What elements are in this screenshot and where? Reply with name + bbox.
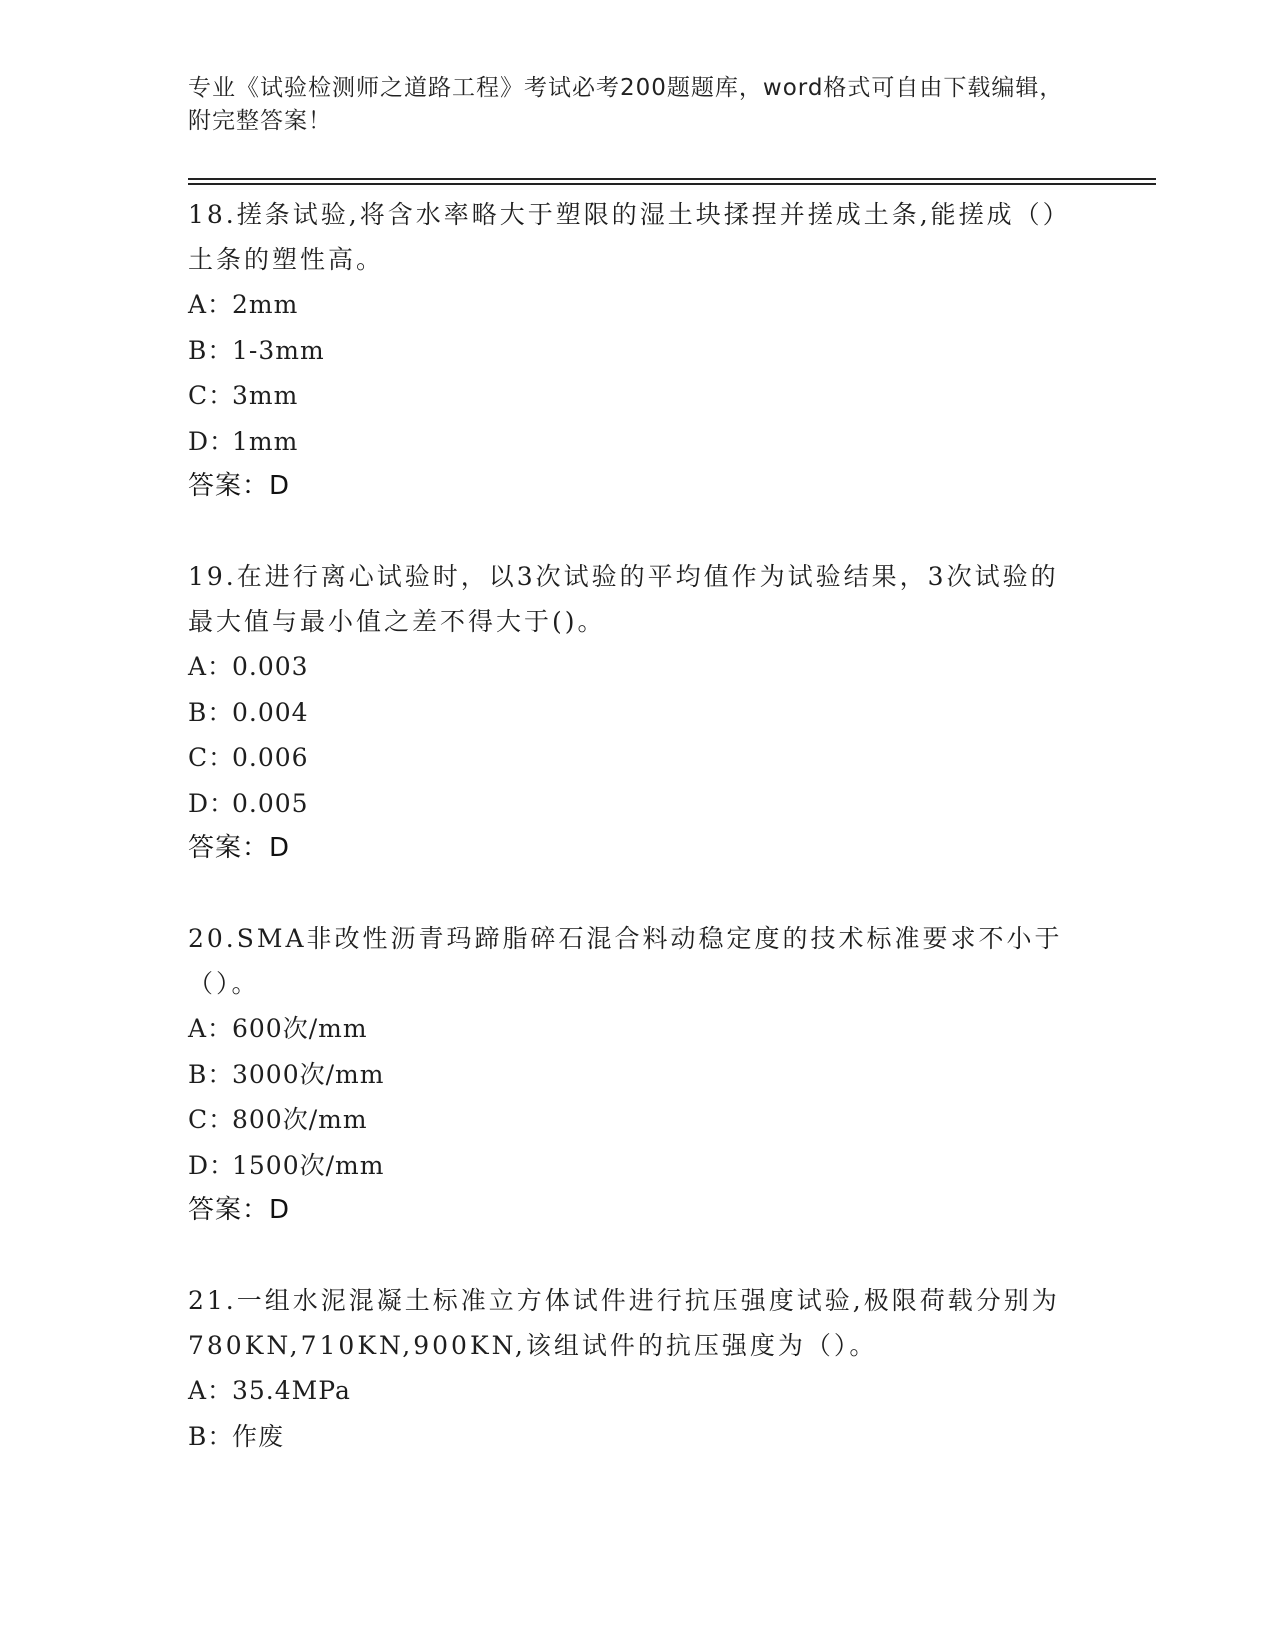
option-letter: B： [188, 1421, 234, 1451]
question-stem: 21.一组水泥混凝土标准立方体试件进行抗压强度试验,极限荷载分别为780KN,710KN,900KN,该组试件的抗压强度为（）。 [188, 1286, 1060, 1360]
option-text: 0.004 [232, 697, 309, 727]
option-b [188, 690, 1068, 736]
option-a [188, 1368, 1068, 1414]
option-a [188, 282, 1068, 328]
option-b [188, 1052, 1068, 1098]
option-text: 2mm [232, 290, 299, 319]
option-text: 3000次/mm [232, 1059, 385, 1089]
question-stem: 20.SMA非改性沥青玛蹄脂碎石混合料动稳定度的技术标准要求不小于（）。 [188, 924, 1063, 998]
option-letter: D： [188, 426, 236, 456]
question-18 [188, 192, 1068, 508]
option-letter: C： [188, 743, 235, 772]
option-letter: A： [188, 1376, 234, 1405]
option-text: 1mm [232, 426, 299, 456]
answer-line: 答案：D [188, 471, 291, 501]
header-rule-bottom [188, 183, 1156, 185]
option-a [188, 1006, 1068, 1052]
option-letter: A： [188, 290, 234, 319]
option-c [188, 373, 1068, 419]
option-d [188, 1143, 1068, 1189]
question-stem: 18.搓条试验,将含水率略大于塑限的湿土块揉捏并搓成土条,能搓成（）土条的塑性高。 [188, 200, 1059, 274]
question-19 [188, 554, 1068, 870]
question-20 [188, 916, 1068, 1232]
option-text: 0.005 [232, 788, 309, 818]
option-c [188, 735, 1068, 781]
option-letter: A： [188, 1014, 234, 1043]
option-text: 3mm [232, 381, 299, 410]
option-letter: B： [188, 1059, 234, 1089]
question-21 [188, 1278, 1068, 1459]
option-text: 35.4MPa [232, 1376, 351, 1405]
option-c [188, 1097, 1068, 1143]
option-text: 1-3mm [232, 335, 325, 365]
option-text: 1500次/mm [232, 1150, 385, 1180]
option-letter: C： [188, 1105, 235, 1134]
option-letter: D： [188, 788, 236, 818]
header-rule-top [188, 178, 1156, 180]
option-letter: C： [188, 381, 235, 410]
option-a [188, 644, 1068, 690]
question-stem: 19.在进行离心试验时，以3次试验的平均值作为试验结果，3次试验的最大值与最小值之差不得大于()。 [188, 562, 1059, 636]
option-letter: A： [188, 652, 234, 681]
option-text: 0.003 [232, 652, 309, 681]
document-header: 专业《试验检测师之道路工程》考试必考200题题库，word格式可自由下载编辑，附完整答案！ [188, 75, 1064, 134]
option-text: 600次/mm [232, 1014, 368, 1043]
option-text: 作废 [232, 1421, 285, 1451]
option-text: 800次/mm [232, 1105, 368, 1134]
answer-line: 答案：D [188, 833, 291, 863]
option-letter: D： [188, 1150, 236, 1180]
option-letter: B： [188, 335, 234, 365]
option-b [188, 1414, 1068, 1460]
question-list [188, 192, 1068, 1459]
option-letter: B： [188, 697, 234, 727]
option-b [188, 328, 1068, 374]
option-d [188, 781, 1068, 827]
option-d [188, 419, 1068, 465]
option-text: 0.006 [232, 743, 309, 772]
answer-line: 答案：D [188, 1195, 291, 1225]
